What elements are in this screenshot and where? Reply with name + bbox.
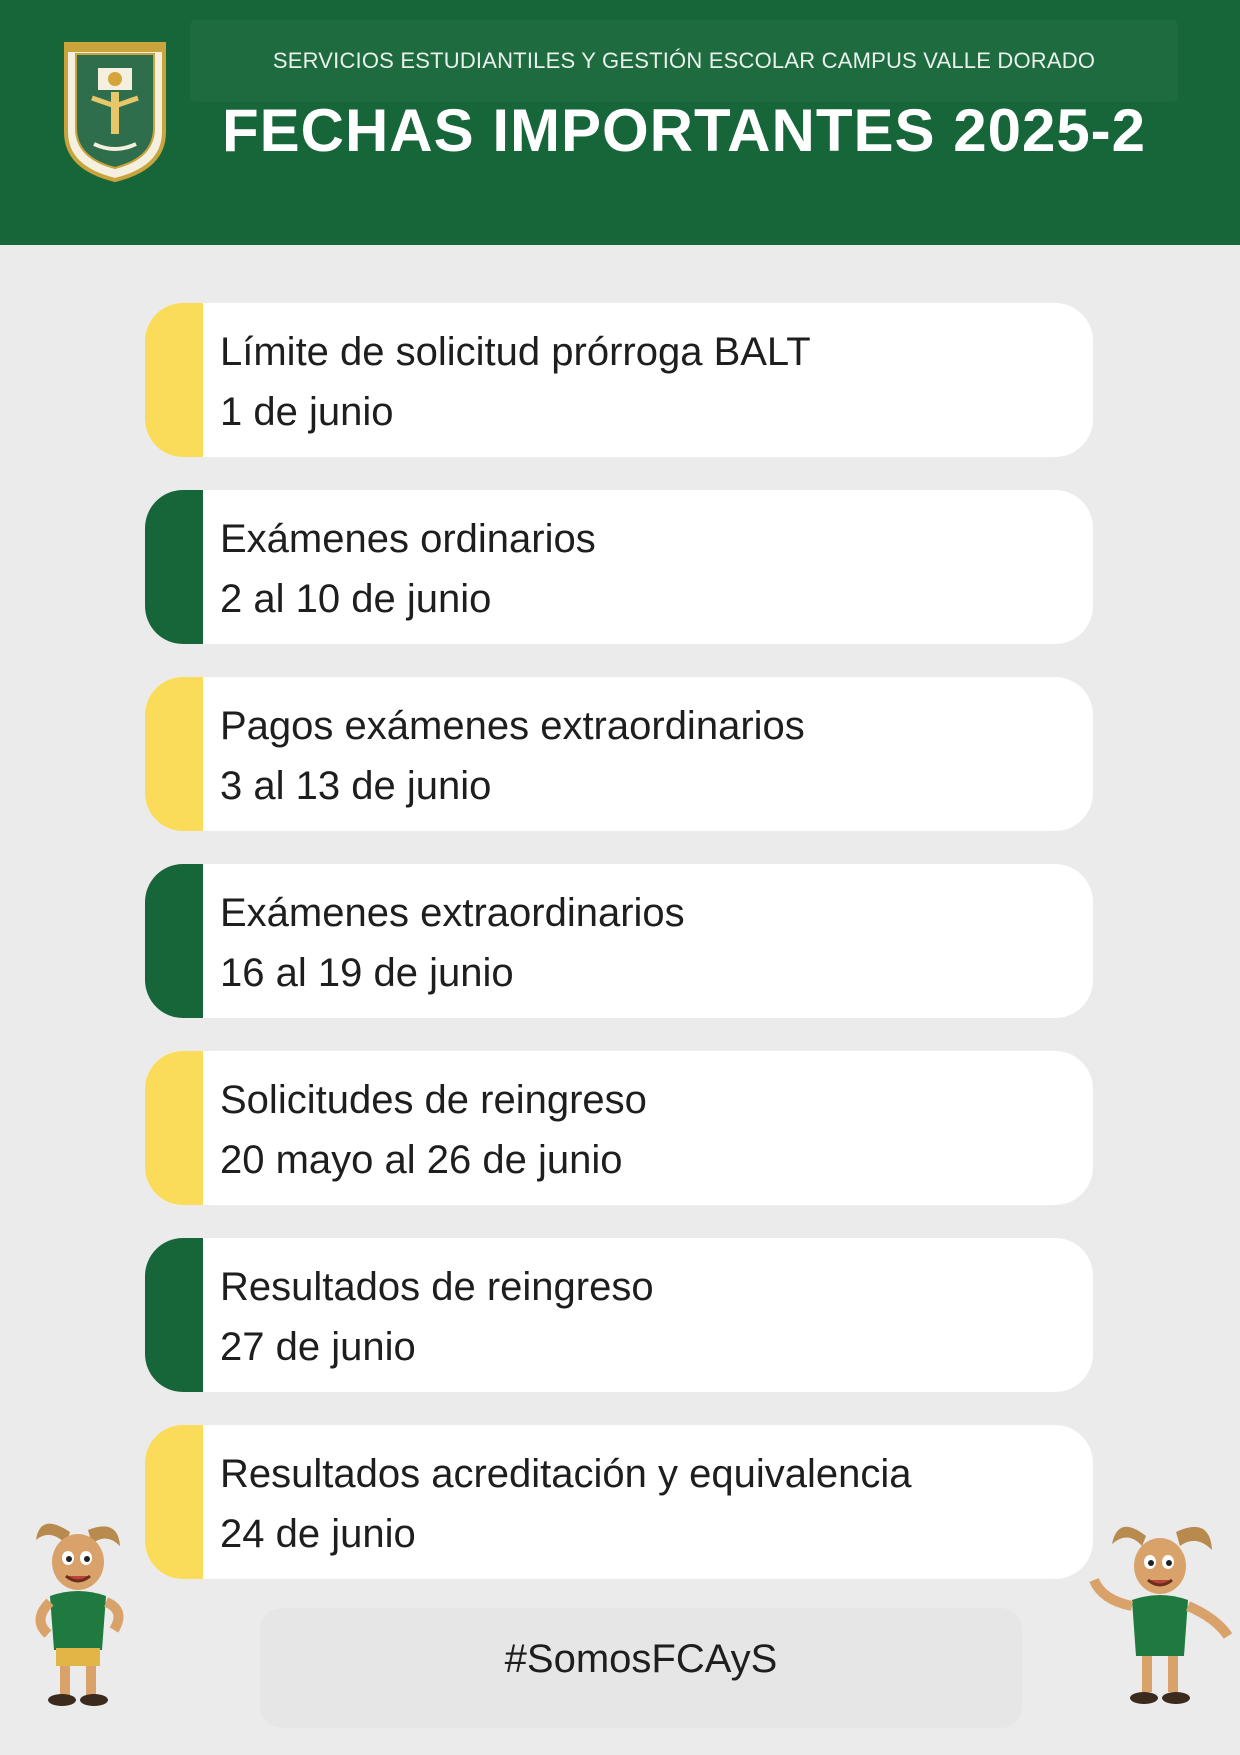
event-label: Resultados de reingreso bbox=[220, 1265, 654, 1309]
event-list bbox=[145, 303, 1093, 1612]
event-label: Límite de solicitud prórroga BALT bbox=[220, 330, 811, 374]
goat-mascot-icon bbox=[1088, 1510, 1238, 1710]
event-label: Pagos exámenes extraordinarios bbox=[220, 704, 805, 748]
event-label: Exámenes ordinarios bbox=[220, 517, 596, 561]
event-card bbox=[145, 490, 1093, 644]
event-date: 2 al 10 de junio bbox=[220, 577, 492, 621]
card-accent-bar bbox=[145, 1051, 203, 1205]
event-date: 27 de junio bbox=[220, 1325, 416, 1369]
university-seal-icon bbox=[62, 40, 168, 184]
header-subtitle: SERVICIOS ESTUDIANTILES Y GESTIÓN ESCOLAR CAMPUS VALLE DORADO bbox=[272, 48, 1096, 73]
event-date: 20 mayo al 26 de junio bbox=[220, 1138, 623, 1182]
card-accent-bar bbox=[145, 677, 203, 831]
goat-mascot-icon bbox=[10, 1510, 138, 1710]
event-card bbox=[145, 864, 1093, 1018]
event-card bbox=[145, 303, 1093, 457]
event-label: Solicitudes de reingreso bbox=[220, 1078, 647, 1122]
header-banner bbox=[0, 0, 1240, 245]
event-card bbox=[145, 677, 1093, 831]
card-accent-bar bbox=[145, 1238, 203, 1392]
event-date: 1 de junio bbox=[220, 390, 394, 434]
event-date: 16 al 19 de junio bbox=[220, 951, 514, 995]
event-card bbox=[145, 1238, 1093, 1392]
event-card bbox=[145, 1425, 1093, 1579]
card-accent-bar bbox=[145, 1425, 203, 1579]
hashtag-text: #SomosFCAyS bbox=[504, 1637, 778, 1681]
card-accent-bar bbox=[145, 864, 203, 1018]
event-date: 3 al 13 de junio bbox=[220, 764, 492, 808]
card-accent-bar bbox=[145, 490, 203, 644]
event-label: Resultados acreditación y equivalencia bbox=[220, 1452, 912, 1496]
event-label: Exámenes extraordinarios bbox=[220, 891, 685, 935]
event-date: 24 de junio bbox=[220, 1512, 416, 1556]
card-accent-bar bbox=[145, 303, 203, 457]
page-title: FECHAS IMPORTANTES 2025-2 bbox=[221, 97, 1147, 164]
event-card bbox=[145, 1051, 1093, 1205]
